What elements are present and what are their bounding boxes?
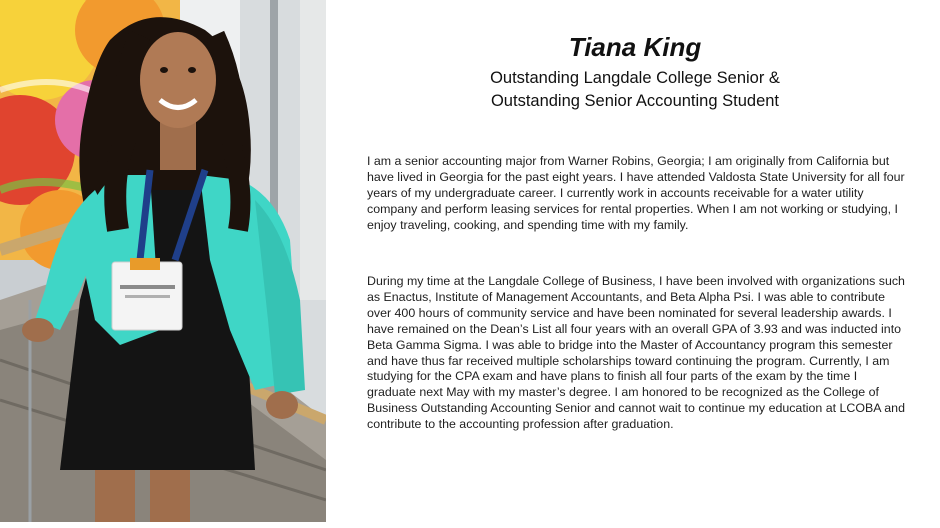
bottom-margin	[0, 522, 940, 528]
award-title-line-2: Outstanding Senior Accounting Student	[490, 92, 780, 110]
bio-paragraph-1: I am a senior accounting major from Warner Robins, Georgia; I am originally from California but have lived in Georgia for the past eight years. I have attended Valdosta State University for all four years of my undergraduate career. I currently work in accounts receivable for a water utility company and perform leasing services for rental properties. When I am not working or studying, I enjoy traveling, cooking, and spending time with my family.	[367, 154, 905, 232]
student-name: Tiana King	[568, 32, 702, 62]
portrait-photo	[0, 0, 326, 522]
bio-paragraph-2: During my time at the Langdale College of Business, I have been involved with organizations such as Enactus, Institute of Management Accountants, and Beta Alpha Psi. I was able to contribute over 400 hours of community service and have been nominated for several leadership awards. I have remained on the Dean’s List all four years with an overall GPA of 3.93 and was inducted into Beta Gamma Sigma. I was able to bridge into the Master of Accountancy program this semester and have thus far received multiple scholarships toward continuing the program. Currently, I am studying for the CPA exam and have plans to finish all four parts of the exam by the time I graduate next May with my master’s degree. I am honored to be recognized as the College of Business Outstanding Accounting Senior and cannot wait to continue my education at LCOBA and contribute to the accounting profession after graduation.	[367, 274, 905, 432]
award-title-line-1: Outstanding Langdale College Senior &	[490, 69, 780, 87]
